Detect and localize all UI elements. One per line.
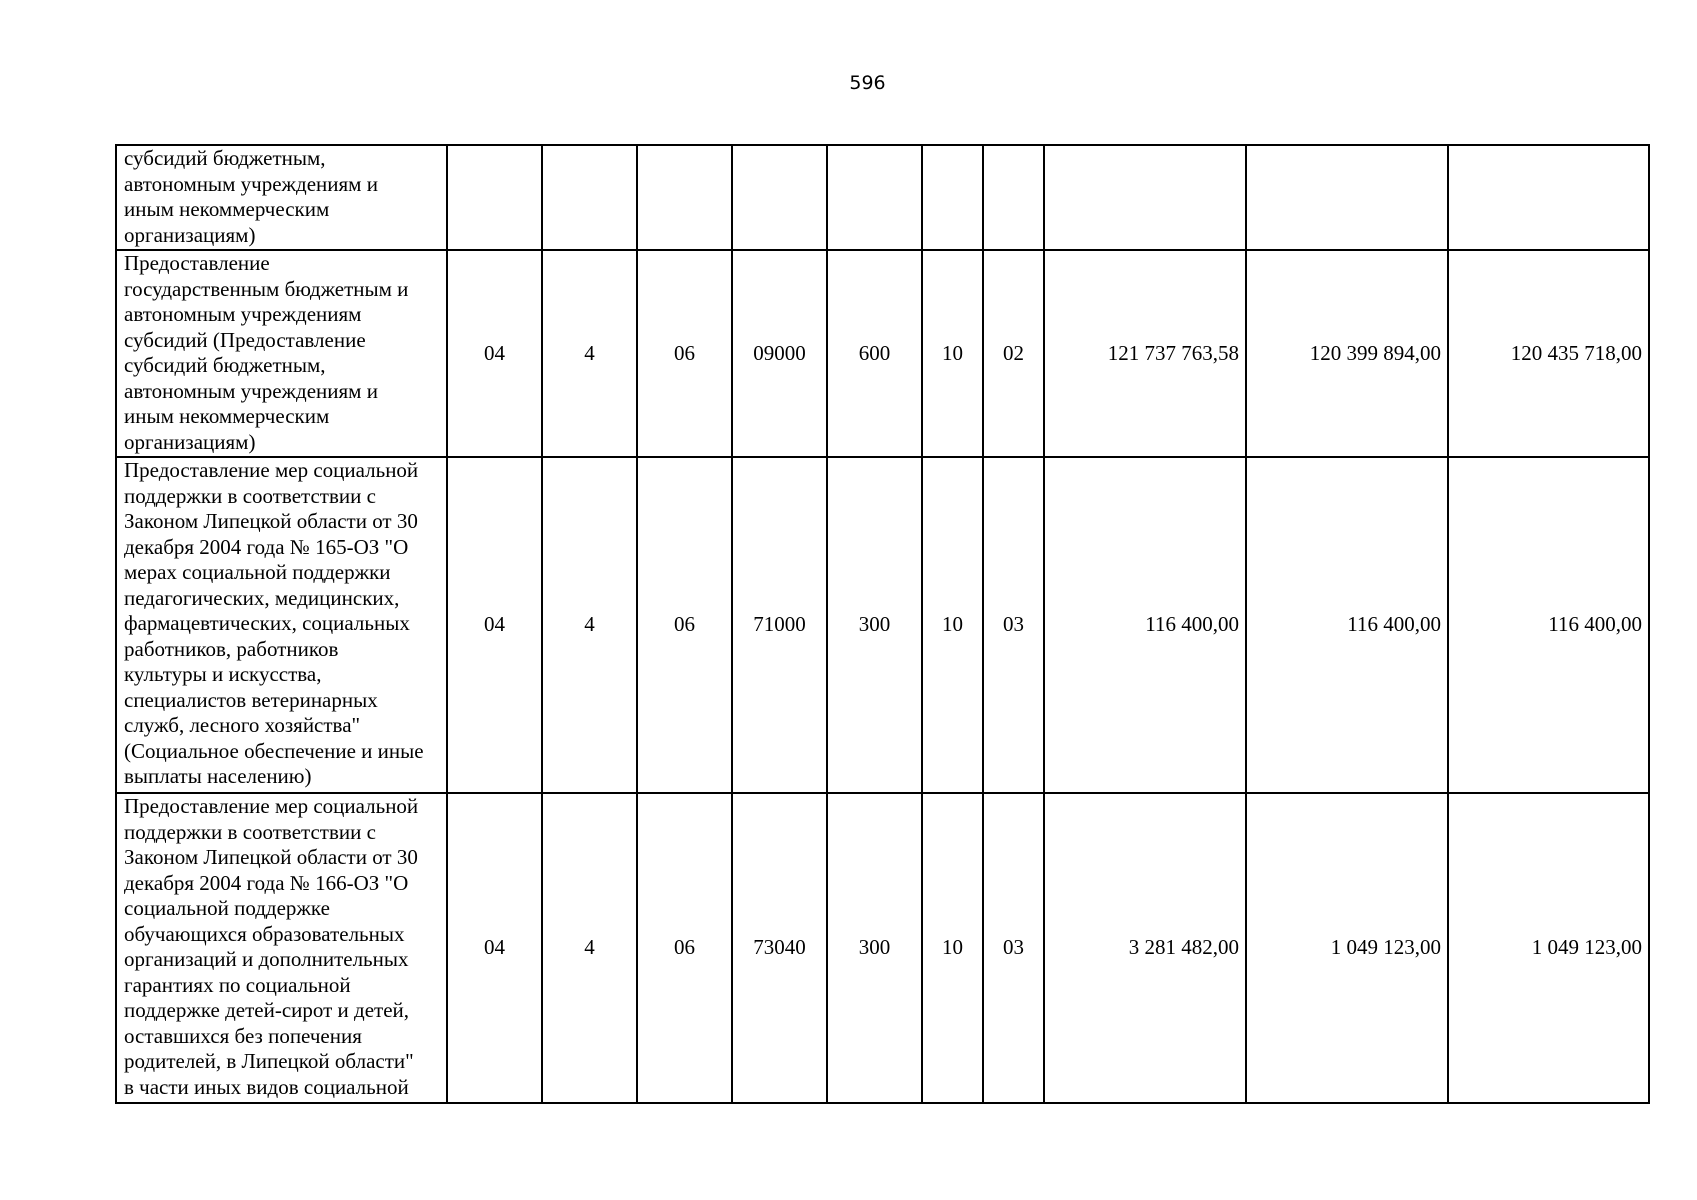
code-cell	[732, 145, 827, 250]
code-cell: 600	[827, 250, 922, 457]
table-row	[116, 145, 1649, 250]
code-cell: 73040	[732, 793, 827, 1103]
code-cell: 4	[542, 793, 637, 1103]
code-cell: 4	[542, 250, 637, 457]
code-cell: 10	[922, 793, 983, 1103]
table-row	[116, 250, 1649, 457]
code-cell: 4	[542, 457, 637, 793]
amount-cell: 116 400,00	[1044, 457, 1246, 793]
code-cell: 10	[922, 250, 983, 457]
code-cell: 300	[827, 793, 922, 1103]
code-cell	[447, 145, 542, 250]
code-cell: 04	[447, 457, 542, 793]
code-cell: 300	[827, 457, 922, 793]
amount-cell: 116 400,00	[1246, 457, 1448, 793]
amount-cell: 121 737 763,58	[1044, 250, 1246, 457]
code-cell	[827, 145, 922, 250]
amount-cell: 1 049 123,00	[1448, 793, 1649, 1103]
code-cell: 09000	[732, 250, 827, 457]
code-cell: 71000	[732, 457, 827, 793]
page-number: 596	[849, 72, 886, 94]
amount-cell: 120 435 718,00	[1448, 250, 1649, 457]
code-cell: 04	[447, 250, 542, 457]
table-row	[116, 457, 1649, 793]
code-cell: 03	[983, 457, 1044, 793]
amount-cell	[1044, 145, 1246, 250]
code-cell	[542, 145, 637, 250]
amount-cell: 1 049 123,00	[1246, 793, 1448, 1103]
row-description: Предоставление мер социальной поддержки в соответствии с Законом Липецкой области от 30 декабря 2004 года № 165-ОЗ "О мерах социальной поддержки педагогических, медицинских, фармацевтических, социальных работников, работников культуры и искусства, специалистов ветеринарных служб, лесного хозяйства" (Социальное обеспечение и иные выплаты населению)	[116, 457, 447, 793]
table-row	[116, 793, 1649, 1103]
row-description: субсидий бюджетным, автономным учреждениям и иным некоммерческим организациям)	[116, 145, 447, 250]
budget-table	[115, 144, 1650, 1104]
row-description: Предоставление государственным бюджетным и автономным учреждениям субсидий (Предоставление субсидий бюджетным, автономным учреждениям и иным некоммерческим организациям)	[116, 250, 447, 457]
code-cell	[922, 145, 983, 250]
amount-cell	[1448, 145, 1649, 250]
amount-cell: 3 281 482,00	[1044, 793, 1246, 1103]
code-cell: 06	[637, 250, 732, 457]
amount-cell: 120 399 894,00	[1246, 250, 1448, 457]
code-cell: 10	[922, 457, 983, 793]
row-description: Предоставление мер социальной поддержки в соответствии с Законом Липецкой области от 30 декабря 2004 года № 166-ОЗ "О социальной поддержке обучающихся образовательных организаций и дополнительных гарантиях по социальной поддержке детей-сирот и детей, оставшихся без попечения родителей, в Липецкой области" в части иных видов социальной	[116, 793, 447, 1103]
code-cell: 03	[983, 793, 1044, 1103]
code-cell: 06	[637, 793, 732, 1103]
amount-cell: 116 400,00	[1448, 457, 1649, 793]
code-cell: 06	[637, 457, 732, 793]
code-cell: 02	[983, 250, 1044, 457]
code-cell	[637, 145, 732, 250]
code-cell: 04	[447, 793, 542, 1103]
code-cell	[983, 145, 1044, 250]
amount-cell	[1246, 145, 1448, 250]
